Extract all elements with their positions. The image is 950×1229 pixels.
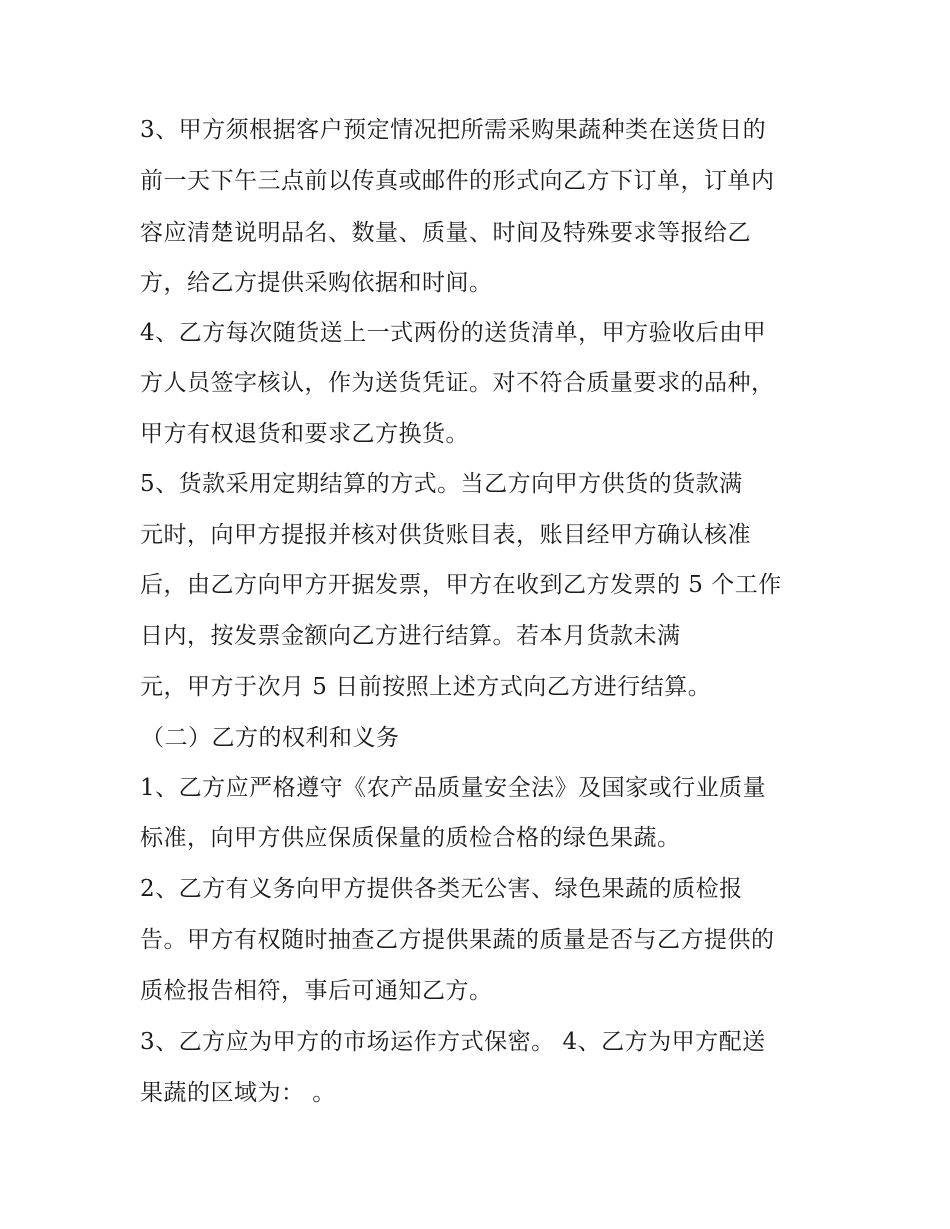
paragraph-line: 告。甲方有权随时抽查乙方提供果蔬的质量是否与乙方提供的 bbox=[140, 927, 775, 953]
paragraph-line: 元，甲方于次月 5 日前按照上述方式向乙方进行结算。 bbox=[140, 674, 712, 700]
paragraph-line: 方，给乙方提供采购依据和时间。 bbox=[140, 270, 493, 296]
paragraph-line: 2、乙方有义务向甲方提供各类无公害、绿色果蔬的质检报 bbox=[140, 876, 743, 902]
paragraph-line: 方人员签字核认，作为送货凭证。对不符合质量要求的品种， bbox=[140, 370, 775, 396]
paragraph-line: 标准，向甲方供应保质保量的质检合格的绿色果蔬。 bbox=[140, 825, 681, 851]
paragraph-line: 果蔬的区域为： 。 bbox=[140, 1080, 336, 1106]
paragraph-line: 3、甲方须根据客户预定情况把所需采购果蔬种类在送货日的 bbox=[140, 117, 767, 143]
paragraph-line: 甲方有权退货和要求乙方换货。 bbox=[140, 421, 469, 447]
paragraph-line: 质检报告相符，事后可通知乙方。 bbox=[140, 978, 493, 1004]
section-heading: （二）乙方的权利和义务 bbox=[141, 725, 400, 751]
paragraph-line: 5、货款采用定期结算的方式。当乙方向甲方供货的货款满 bbox=[140, 471, 743, 497]
paragraph-line: 前一天下午三点前以传真或邮件的形式向乙方下订单，订单内 bbox=[140, 168, 775, 194]
paragraph-line: 4、乙方每次随货送上一式两份的送货清单，甲方验收后由甲 bbox=[140, 320, 767, 346]
paragraph-line: 容应清楚说明品名、数量、质量、时间及特殊要求等报给乙 bbox=[140, 220, 751, 246]
paragraph-line: 1、乙方应严格遵守《农产品质量安全法》及国家或行业质量 bbox=[140, 775, 767, 801]
paragraph-line: 后，由乙方向甲方开据发票，甲方在收到乙方发票的 5 个工作 bbox=[140, 572, 782, 598]
paragraph-line: 日内，按发票金额向乙方进行结算。若本月货款未满 bbox=[140, 623, 681, 649]
paragraph-line: 3、乙方应为甲方的市场运作方式保密。 4、乙方为甲方配送 bbox=[140, 1029, 766, 1055]
paragraph-line: 元时，向甲方提报并核对供货账目表，账目经甲方确认核准 bbox=[140, 522, 751, 548]
